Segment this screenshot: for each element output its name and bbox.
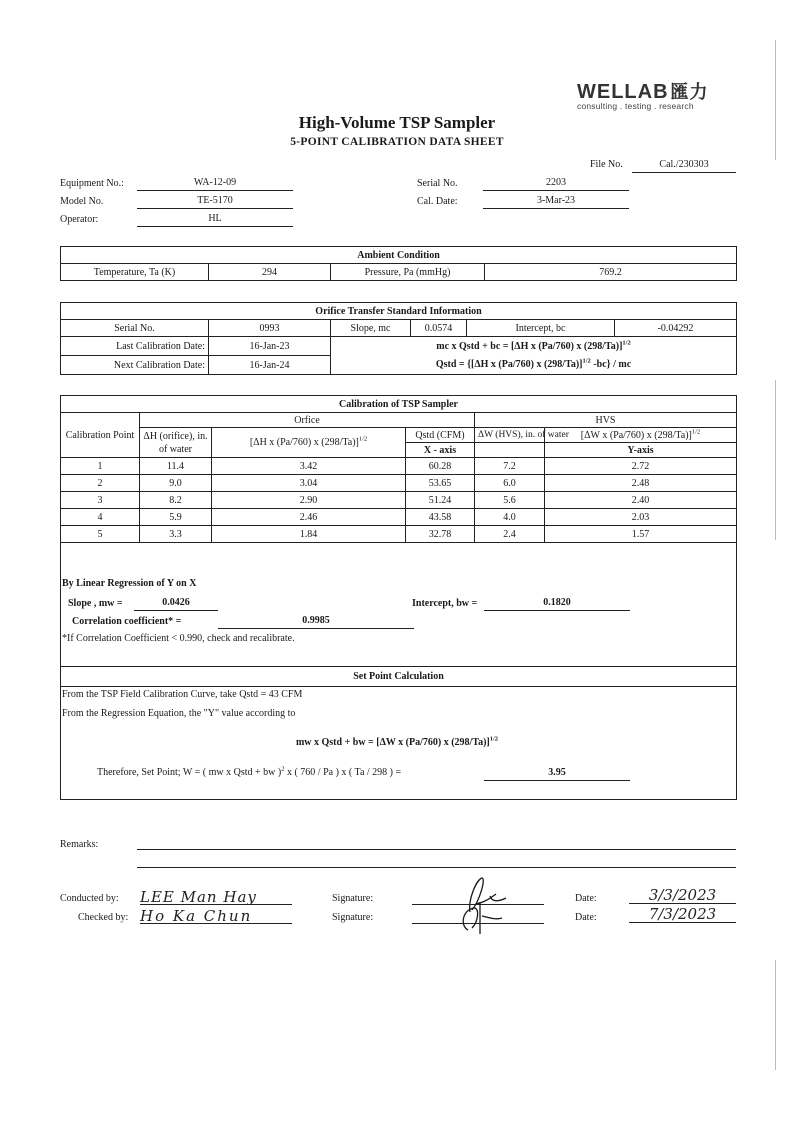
temperature-label: Temperature, Ta (K)	[61, 264, 209, 281]
signature-label-1: Signature:	[332, 893, 374, 904]
binder-mark-top	[775, 40, 776, 160]
orifice-heading: Orifice Transfer Standard Information	[61, 303, 737, 320]
orifice-info-table	[60, 302, 737, 375]
setpoint-equation: mw x Qstd + bw = [ΔW x (Pa/760) x (298/Ta)]$^{1/2}$	[295, 735, 499, 748]
correlation-label: Correlation coefficient* =	[72, 616, 182, 627]
logo-brand-cn: 匯力	[670, 82, 709, 102]
date-label-2: Date:	[575, 912, 597, 923]
table-row: 4 5.9 2.46 43.58 4.0 2.03	[61, 509, 737, 526]
correlation-value: 0.9985	[218, 615, 414, 629]
group-orifice: Orfice	[140, 413, 475, 428]
setpoint-heading: Set Point Calculation	[353, 671, 444, 682]
signature-drawing-2	[440, 896, 530, 940]
signature-label-2: Signature:	[332, 912, 374, 923]
date-value-2: 7/3/2023	[629, 905, 736, 923]
binder-mark-bottom	[775, 960, 776, 1070]
setpoint-line-2: From the Regression Equation, the "Y" value according to	[62, 708, 296, 719]
operator-value: HL	[137, 213, 293, 227]
group-hvs: HVS	[475, 413, 737, 428]
pressure-label: Pressure, Pa (mmHg)	[331, 264, 485, 281]
cal-date-value: 3-Mar-23	[483, 195, 629, 209]
correlation-note: *If Correlation Coefficient < 0.990, check and recalibrate.	[62, 633, 295, 644]
orifice-equations	[331, 337, 737, 375]
equipment-label: Equipment No.:	[60, 178, 124, 189]
calibration-table	[60, 395, 737, 543]
checked-by-label: Checked by:	[78, 912, 129, 923]
binder-mark-middle	[775, 380, 776, 540]
last-cal-value: 16-Jan-23	[209, 337, 331, 356]
table-row: 5 3.3 1.84 32.78 2.4 1.57	[61, 526, 737, 543]
col-calibration-point: Calibration Point	[61, 413, 140, 458]
model-value: TE-5170	[137, 195, 293, 209]
col-delta-w: ΔW (HVS), in. of water	[475, 428, 545, 443]
equipment-value: WA-12-09	[137, 177, 293, 191]
setpoint-line-1: From the TSP Field Calibration Curve, take Qstd = 43 CFM	[62, 689, 303, 700]
col-delta-h-expr: [ΔH x (Pa/760) x (298/Ta)]$^{1/2}$	[212, 428, 406, 458]
remarks-line-2	[137, 867, 736, 868]
pressure-value: 769.2	[485, 264, 737, 281]
logo-tagline: consulting . testing . research	[577, 101, 694, 111]
model-label: Model No.	[60, 196, 104, 207]
setpoint-value: 3.95	[484, 767, 630, 781]
company-logo	[577, 78, 727, 111]
calibration-heading: Calibration of TSP Sampler	[61, 396, 737, 413]
orifice-intercept-label: Intercept, bc	[467, 320, 615, 337]
date-value-1: 3/3/2023	[629, 886, 736, 904]
cal-date-label: Cal. Date:	[417, 196, 458, 207]
next-cal-label: Next Calibration Date:	[61, 356, 209, 375]
col-delta-h: ΔH (orifice), in. of water	[140, 428, 212, 458]
checked-by-name: Ho Ka Chun	[140, 907, 292, 924]
conducted-by-name: LEE Man Hay	[140, 888, 292, 905]
date-label-1: Date:	[575, 893, 597, 904]
col-delta-w-unit	[475, 443, 545, 458]
orifice-equation-2: Qstd = {[ΔH x (Pa/760) x (298/Ta)]$^{1/2}$ -bc} / mc	[435, 357, 632, 370]
table-row: 1 11.4 3.42 60.28 7.2 2.72	[61, 458, 737, 475]
orifice-slope-value: 0.0574	[411, 320, 467, 337]
orifice-serial-value: 0993	[209, 320, 331, 337]
serial-label: Serial No.	[417, 178, 458, 189]
orifice-serial-label: Serial No.	[61, 320, 209, 337]
table-row: 3 8.2 2.90 51.24 5.6 2.40	[61, 492, 737, 509]
remarks-line-1	[137, 849, 736, 850]
last-cal-label: Last Calibration Date:	[61, 337, 209, 356]
regression-intercept-value: 0.1820	[484, 597, 630, 611]
setpoint-therefore: Therefore, Set Point; W = ( mw x Qstd + bw )$^2$ x ( 760 / Pa ) x ( Ta / 298 ) =	[97, 765, 402, 778]
file-no-value: Cal./230303	[632, 159, 736, 173]
col-y-axis: Y-axis	[545, 443, 737, 458]
page-title: High-Volume TSP Sampler	[298, 113, 496, 132]
page-subtitle: 5-POINT CALIBRATION DATA SHEET	[290, 136, 504, 148]
regression-slope-value: 0.0426	[134, 597, 218, 611]
col-delta-w-expr: [ΔW x (Pa/760) x (298/Ta)]$^{1/2}$	[545, 428, 737, 443]
col-qstd: Qstd (CFM)	[406, 428, 475, 443]
orifice-slope-label: Slope, mc	[331, 320, 411, 337]
operator-label: Operator:	[60, 214, 99, 225]
ambient-condition-table	[60, 246, 737, 281]
table-row: 2 9.0 3.04 53.65 6.0 2.48	[61, 475, 737, 492]
regression-slope-label: Slope , mw =	[68, 598, 123, 609]
file-no-label: File No.	[590, 159, 623, 170]
setpoint-heading-bar	[60, 666, 737, 687]
conducted-by-label: Conducted by:	[60, 893, 119, 904]
logo-brand: WELLAB	[577, 81, 669, 103]
regression-intercept-label: Intercept, bw =	[412, 598, 478, 609]
regression-heading: By Linear Regression of Y on X	[62, 578, 197, 589]
orifice-intercept-value: -0.04292	[615, 320, 737, 337]
col-qstd-axis: X - axis	[406, 443, 475, 458]
serial-value: 2203	[483, 177, 629, 191]
next-cal-value: 16-Jan-24	[209, 356, 331, 375]
orifice-equation-1: mc x Qstd + bc = [ΔH x (Pa/760) x (298/Ta)]$^{1/2}$	[436, 339, 631, 352]
remarks-label: Remarks:	[60, 839, 99, 850]
temperature-value: 294	[209, 264, 331, 281]
ambient-heading: Ambient Condition	[61, 247, 737, 264]
